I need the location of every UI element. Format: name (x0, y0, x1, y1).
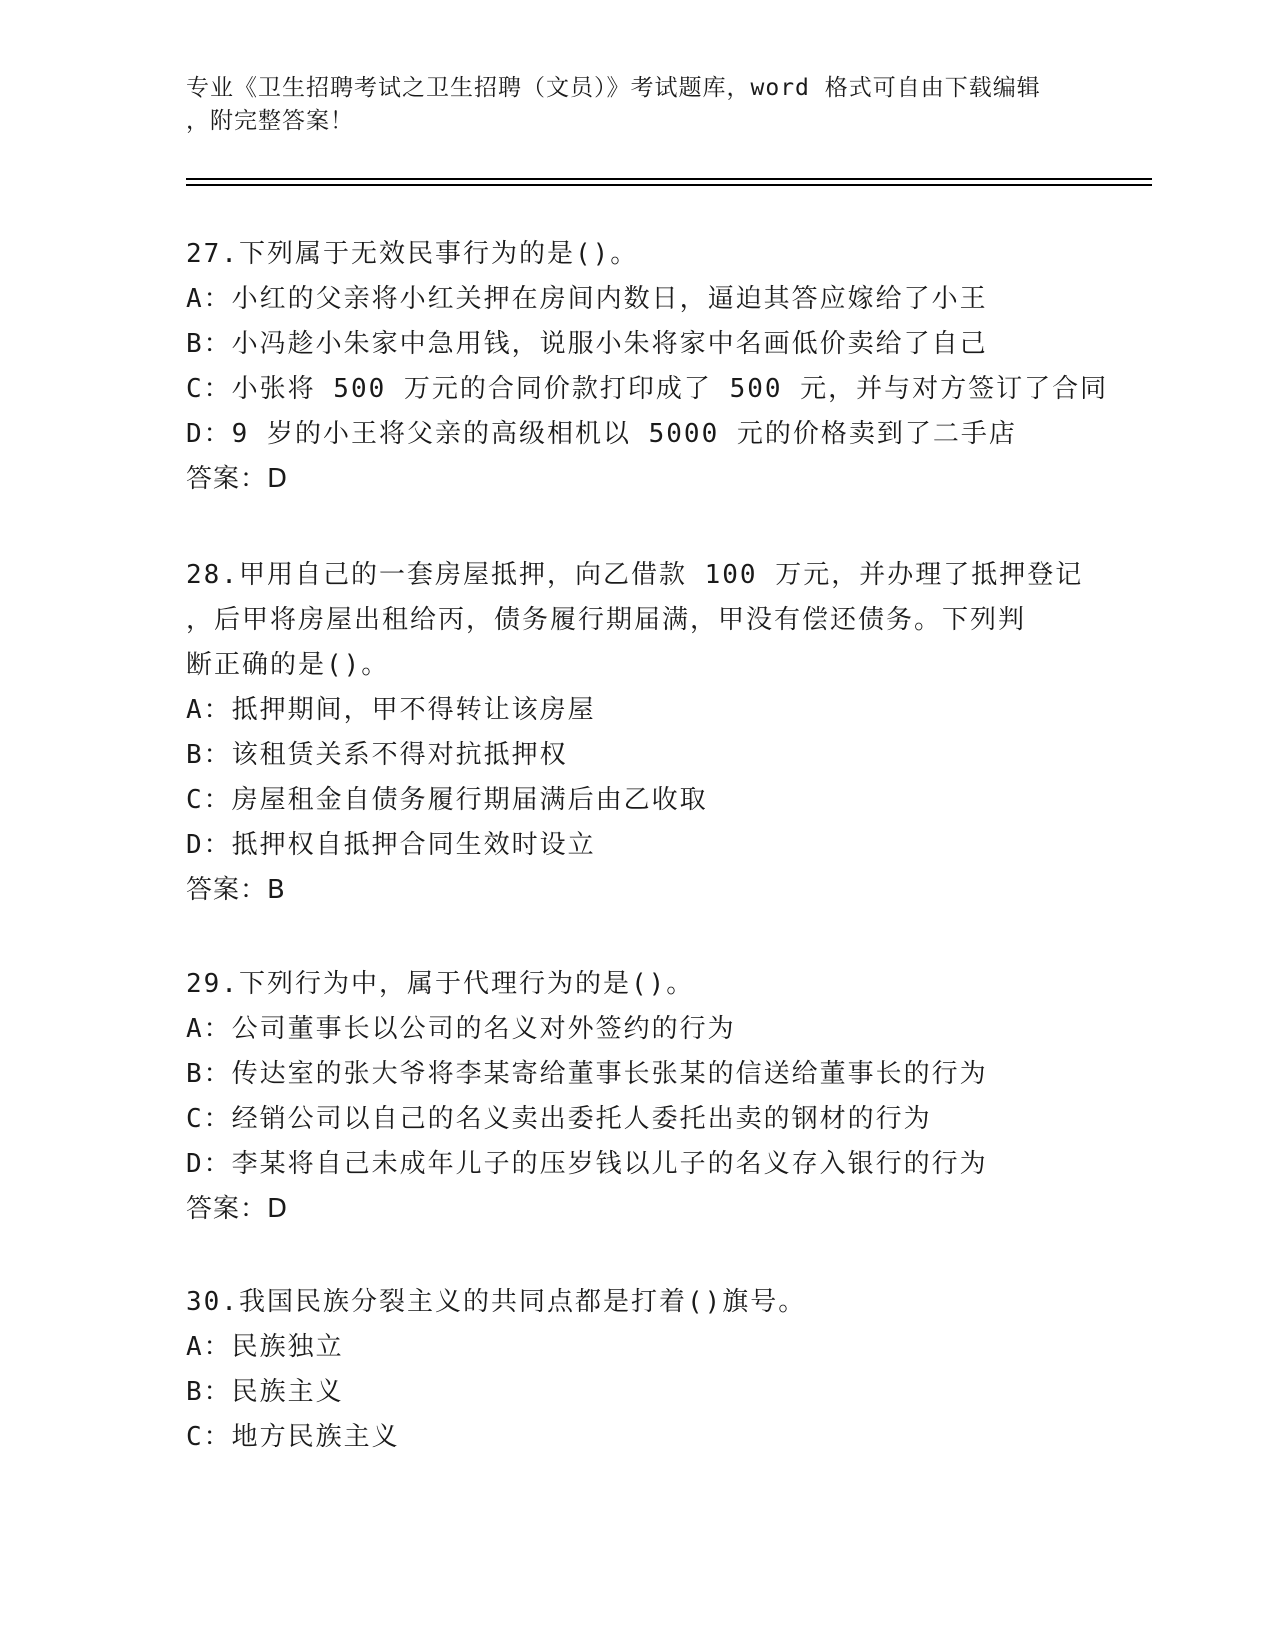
option-c: C：经销公司以自己的名义卖出委托人委托出卖的钢材的行为 (186, 1104, 932, 1134)
option-b: B：该租赁关系不得对抗抵押权 (186, 740, 568, 770)
question-stem (186, 553, 1116, 688)
option-c: C：地方民族主义 (186, 1422, 400, 1452)
document-header (186, 72, 1086, 138)
header-line-2: ，附完整答案！ (186, 108, 354, 134)
header-divider-top (186, 178, 1152, 180)
option-c: C：小张将 500 万元的合同价款打印成了 500 元，并与对方签订了合同 (186, 374, 1109, 404)
question-stem (186, 232, 1116, 277)
question-stem-line: 断正确的是()。 (186, 650, 390, 680)
question-30 (186, 1280, 1116, 1460)
question-stem-line: 30.我国民族分裂主义的共同点都是打着()旗号。 (186, 1287, 807, 1317)
option-a: A：小红的父亲将小红关押在房间内数日，逼迫其答应嫁给了小王 (186, 284, 988, 314)
option-d: D：抵押权自抵押合同生效时设立 (186, 830, 596, 860)
option-b: B：小冯趁小朱家中急用钱，说服小朱将家中名画低价卖给了自己 (186, 329, 988, 359)
question-stem (186, 1280, 1116, 1325)
header-line-1: 专业《卫生招聘考试之卫生招聘（文员）》考试题库，word 格式可自由下载编辑 (186, 75, 1041, 101)
option-d: D：李某将自己未成年儿子的压岁钱以儿子的名义存入银行的行为 (186, 1149, 988, 1179)
question-28 (186, 553, 1116, 913)
question-29 (186, 962, 1116, 1232)
answer-line: 答案：D (186, 1194, 289, 1224)
option-d: D：9 岁的小王将父亲的高级相机以 5000 元的价格卖到了二手店 (186, 419, 1017, 449)
option-b: B：民族主义 (186, 1377, 344, 1407)
option-a: A：民族独立 (186, 1332, 344, 1362)
option-c: C：房屋租金自债务履行期届满后由乙收取 (186, 785, 708, 815)
header-divider-bottom (186, 184, 1152, 186)
question-stem (186, 962, 1116, 1007)
answer-line: 答案：B (186, 875, 286, 905)
question-stem-line: 29.下列行为中，属于代理行为的是()。 (186, 969, 695, 999)
option-a: A：抵押期间，甲不得转让该房屋 (186, 695, 596, 725)
question-27 (186, 232, 1116, 502)
question-stem-line: 28.甲用自己的一套房屋抵押，向乙借款 100 万元，并办理了抵押登记 (186, 560, 1084, 590)
question-stem-line: ，后甲将房屋出租给丙，债务履行期届满，甲没有偿还债务。下列判 (186, 605, 1027, 635)
option-b: B：传达室的张大爷将李某寄给董事长张某的信送给董事长的行为 (186, 1059, 988, 1089)
option-a: A：公司董事长以公司的名义对外签约的行为 (186, 1014, 736, 1044)
question-stem-line: 27.下列属于无效民事行为的是()。 (186, 239, 639, 269)
answer-line: 答案：D (186, 464, 289, 494)
